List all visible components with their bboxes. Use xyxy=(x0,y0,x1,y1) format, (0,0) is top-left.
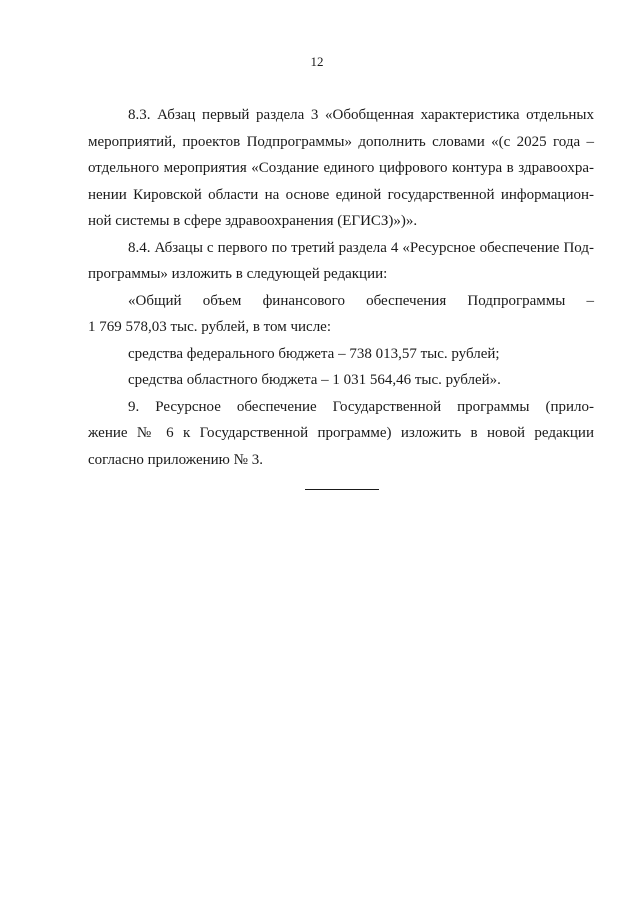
closing-separator-line xyxy=(305,489,379,490)
text-line: средства областного бюджета – 1 031 564,46 тыс. рублей». xyxy=(128,372,501,388)
text-line: 9. Ресурсное обеспечение Государственной программы (прило- xyxy=(128,398,594,415)
text-line: «Общий объем финансового обеспечения Подпрограммы – xyxy=(128,292,594,309)
text-line: мероприятий, проектов Подпрограммы» дополнить словами «(с 2025 года – xyxy=(88,133,594,150)
text-line: жение № 6 к Государственной программе) изложить в новой редакции xyxy=(88,425,594,441)
paragraph-total-funding xyxy=(88,288,594,341)
text-line: 8.3. Абзац первый раздела 3 «Обобщенная характеристика отдельных xyxy=(128,107,594,123)
paragraph-8-3 xyxy=(88,102,594,235)
text-line: отдельного мероприятия «Создание единого цифрового контура в здравоохра- xyxy=(88,160,594,176)
text-line: программы» изложить в следующей редакции: xyxy=(88,266,388,282)
document-body xyxy=(88,102,594,473)
text-line: средства федерального бюджета – 738 013,57 тыс. рублей; xyxy=(128,345,500,362)
paragraph-8-4 xyxy=(88,235,594,288)
text-line: ной системы в сфере здравоохранения (ЕГИСЗ)»)». xyxy=(88,213,418,229)
text-line: 8.4. Абзацы с первого по третий раздела 4 «Ресурсное обеспечение Под- xyxy=(128,239,594,256)
page-number: 12 xyxy=(310,54,324,69)
text-line: нении Кировской области на основе единой государственной информацион- xyxy=(88,186,594,203)
paragraph-federal-budget xyxy=(88,341,594,368)
paragraph-9 xyxy=(88,394,594,474)
text-line: 1 769 578,03 тыс. рублей, в том числе: xyxy=(88,319,332,335)
text-line: согласно приложению № 3. xyxy=(88,451,263,468)
paragraph-regional-budget xyxy=(88,367,594,394)
